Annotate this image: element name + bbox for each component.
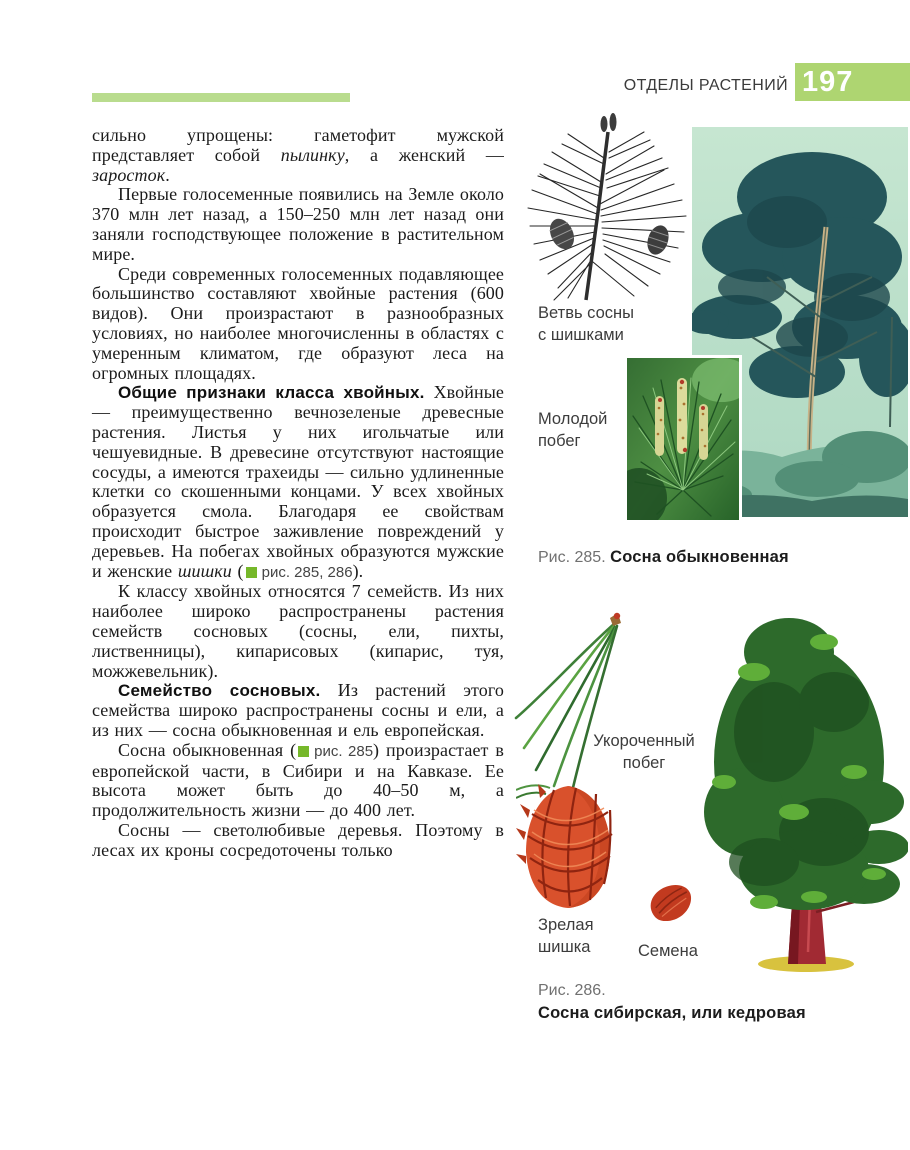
- pine-branch-illustration: [524, 112, 700, 302]
- fig286-mature-cone-label: [538, 914, 594, 958]
- fig286-seeds-label: Семена: [638, 942, 698, 960]
- paragraph-8: [92, 821, 504, 861]
- fig286-short-shoot-label-line2: побег: [622, 754, 666, 772]
- run-in-heading: Семейство сосновых.: [118, 681, 321, 701]
- figure-ref-square-icon: [246, 567, 257, 578]
- paragraph-4: [92, 383, 504, 582]
- fig286-mature-cone-label-line2: шишка: [538, 938, 591, 956]
- paragraph-2: [92, 185, 504, 264]
- text-span: .: [165, 164, 170, 185]
- text-span: (: [231, 560, 244, 581]
- fig286-short-shoot-label-line1: Укороченный: [593, 732, 695, 750]
- figure-ref-square-icon: [298, 746, 309, 757]
- text-span: , а женский —: [344, 144, 504, 165]
- figure-ref-text: рис. 285, 286: [261, 563, 353, 581]
- figure-ref-text: рис. 285: [314, 742, 374, 760]
- text-span: ) произрастает в европейской части, в Сибири и на Кавказе. Ее высота может быть до 40–50 м, а продолжительность жизни — до 400 лет.: [92, 739, 504, 821]
- text-span: сильно упрощены: гаметофит мужской представляет собой: [92, 125, 504, 165]
- fig286-short-shoot-label: [584, 730, 704, 774]
- text-span: Сосна обыкновенная (: [118, 739, 297, 760]
- text-span: Первые голосеменные появились на Земле около 370 млн лет назад, а 150–250 млн лет назад они заняли господствующее положение в растительном мире.: [92, 184, 504, 264]
- fig285-caption-title: Сосна обыкновенная: [610, 548, 789, 566]
- section-header: ОТДЕЛЫ РАСТЕНИЙ: [623, 77, 788, 94]
- text-span: К классу хвойных относятся 7 семейств. Из них наиболее широко распространены растения семейств сосновых (сосны, ели, пихты, лиственницы), кипарисовых (кипарис, туя, можжевельник).: [92, 581, 504, 681]
- fig286-caption-title: Сосна сибирская, или кедровая: [538, 1004, 806, 1022]
- fig285-young-shoot-label-line1: Молодой: [538, 410, 608, 428]
- fig286-caption: [538, 979, 908, 1025]
- cedar-tree-illustration: [704, 612, 908, 976]
- paragraph-3: [92, 265, 504, 384]
- italic-term: шишки: [177, 560, 232, 581]
- italic-term: заросток: [92, 164, 166, 185]
- paragraph-6: [92, 681, 504, 740]
- seed-illustration: [645, 880, 697, 926]
- paragraph-7: [92, 741, 504, 821]
- fig285-branch-label: [538, 302, 634, 346]
- fig285-branch-label-line1: Ветвь сосны: [538, 304, 634, 322]
- fig285-young-shoot-label: [538, 408, 607, 452]
- fig285-caption: [538, 546, 898, 569]
- fig285-branch-label-line2: с шишками: [538, 326, 624, 344]
- text-span: Из растений этого семейства широко распространены сосны и ели, а из них — сосна обыкновенная и ель европейская.: [92, 680, 504, 740]
- fig285-young-shoot-label-line2: побег: [538, 432, 581, 450]
- paragraph-5: [92, 582, 504, 681]
- fig285-caption-prefix: Рис. 285.: [538, 549, 606, 566]
- italic-term: пылинку: [280, 144, 345, 165]
- page-number-badge: 197: [795, 63, 910, 101]
- young-shoot-photo: [624, 355, 742, 523]
- header-accent-bar: [92, 93, 350, 102]
- article-text: [92, 126, 504, 860]
- mature-cone-illustration: [516, 780, 622, 914]
- fig286-caption-prefix: Рис. 286.: [538, 982, 606, 999]
- text-span: Среди современных голосеменных подавляющее большинство составляют хвойные растения (600 видов). Они произрастают в разнообразных условиях, но наиболее многочисленны в областях с умеренным климатом, где образуют леса на огромных площадях.: [92, 263, 504, 383]
- fig286-mature-cone-label-line1: Зрелая: [538, 916, 594, 934]
- text-span: ).: [352, 560, 364, 581]
- text-span: Сосны — светолюбивые деревья. Поэтому в лесах их кроны сосредоточены только: [92, 819, 504, 860]
- paragraph-1: [92, 126, 504, 185]
- run-in-heading: Общие признаки класса хвойных.: [118, 383, 425, 403]
- text-span: Хвойные — преимущественно вечнозеленые древесные растения. Листья у них игольчатые или чешуевидные. В древесине отсутствуют настоящие сосуды, а имеются трахеиды — сильно удлиненные клетки со скошенными концами. У всех хвойных образуется смола. Благодаря ее свойствам происходит быстрое заживление повреждений у деревьев. На побегах хвойных образуются мужские и женские: [92, 382, 504, 581]
